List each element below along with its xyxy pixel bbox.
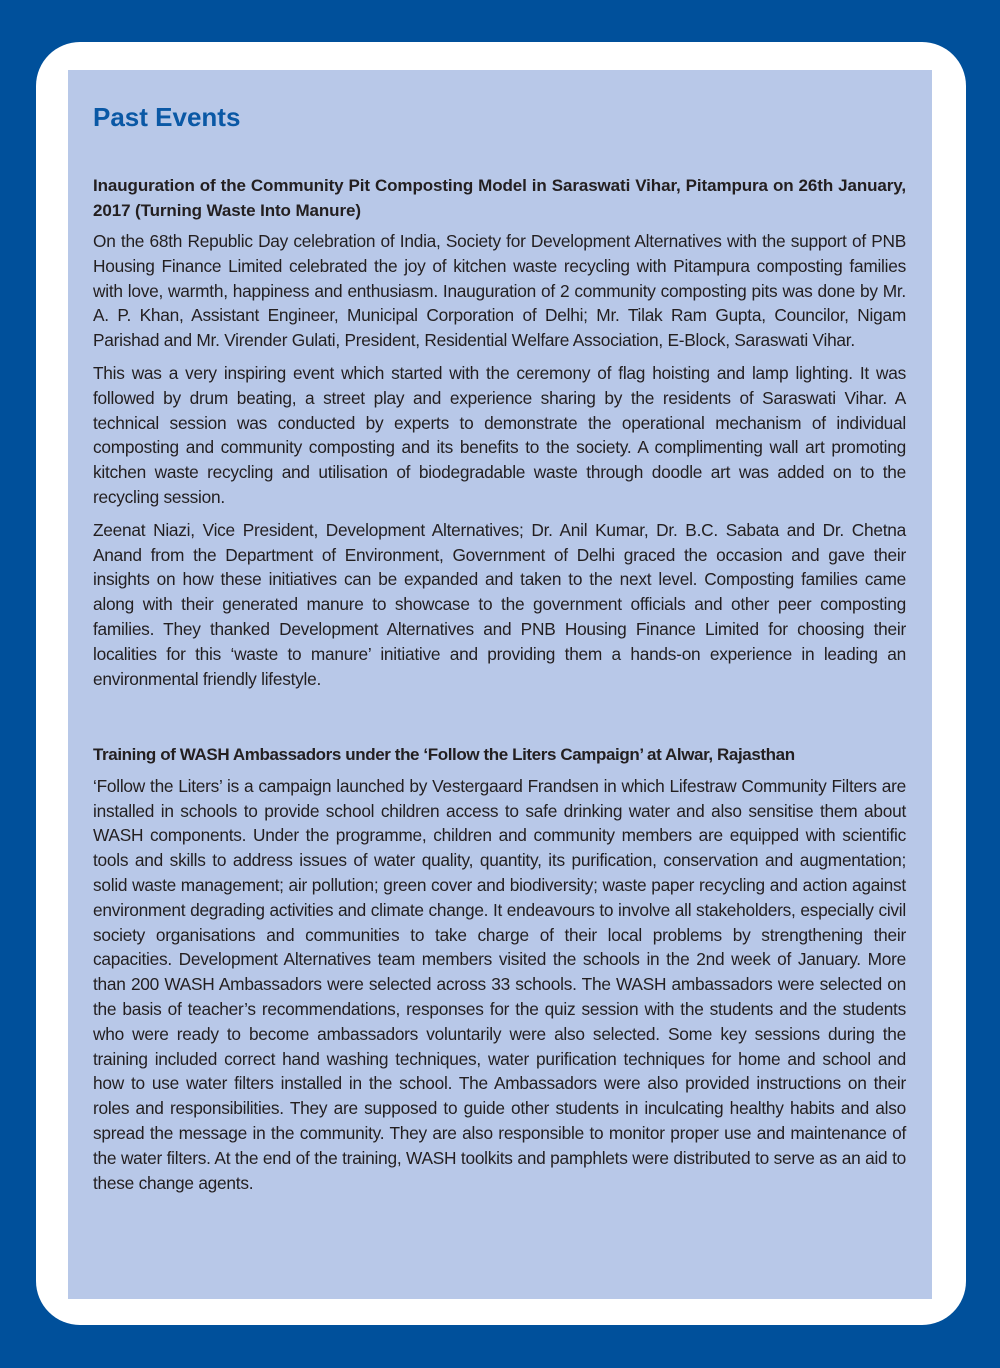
event-1: [93, 174, 906, 691]
event-1-paragraph-3: Zeenat Niazi, Vice President, Development Alternatives; Dr. Anil Kumar, Dr. B.C. Sabata and Dr. Chetna Anand from the Department of Environment, Government of Delhi graced the occasion and gave their insights on how these initiatives can be expanded and taken to the next level. Composting families came along with their generated manure to showcase to the government officials and other peer composting families. They thanked Development Alternatives and PNB Housing Finance Limited for choosing their localities for this ‘waste to manure’ initiative and providing them a hands-on experience in leading an environmental friendly lifestyle.: [93, 519, 906, 689]
event-2: [93, 743, 906, 1195]
article: [93, 100, 906, 1203]
event-2-heading: Training of WASH Ambassadors under the ‘Follow the Liters Campaign’ at Alwar, Rajasthan: [93, 745, 795, 765]
event-1-heading: Inauguration of the Community Pit Composting Model in Saraswati Vihar, Pitampura on 26th January, 2017 (Turning Waste Into Manure): [93, 176, 906, 220]
event-2-paragraph-1: ‘Follow the Liters’ is a campaign launched by Vestergaard Frandsen in which Lifestraw Community Filters are installed in schools to provide school children access to safe drinking water and also sensitise them about WASH components. Under the programme, children and community members are equipped with scientific tools and skills to address issues of water quality, quantity, its purification, conservation and augmentation; solid waste management; air pollution; green cover and biodiversity; waste paper recycling and action against environment degrading activities and climate change. It endeavours to involve all stakeholders, especially civil society organisations and communities to take charge of their local problems by strengthening their capacities. Development Alternatives team members visited the schools in the 2nd week of January. More than 200 WASH Ambassadors were selected across 33 schools. The WASH ambassadors were selected on the basis of teacher’s recommendations, responses for the quiz session with the students and the students who were ready to become ambassadors voluntarily were also selected. Some key sessions during the training included correct hand washing techniques, water purification techniques for home and school and how to use water filters installed in the school. The Ambassadors were also provided instructions on their roles and responsibilities. They are supposed to guide other students in inculcating healthy habits and also spread the message in the community. They are also responsible to monitor proper use and maintenance of the water filters. At the end of the training, WASH toolkits and pamphlets were distributed to serve as an aid to these change agents.: [93, 775, 906, 1193]
event-1-paragraph-1: On the 68th Republic Day celebration of India, Society for Development Alternatives with the support of PNB Housing Finance Limited celebrated the joy of kitchen waste recycling with Pitampura composting families with love, warmth, happiness and enthusiasm. Inauguration of 2 community composting pits was done by Mr. A. P. Khan, Assistant Engineer, Municipal Corporation of Delhi; Mr. Tilak Ram Gupta, Councilor, Nigam Parishad and Mr. Virender Gulati, President, Residential Welfare Association, E-Block, Saraswati Vihar.: [93, 231, 906, 351]
event-1-paragraph-2: This was a very inspiring event which started with the ceremony of flag hoisting and lamp lighting. It was followed by drum beating, a street play and experience sharing by the residents of Saraswati Vihar. A technical session was conducted by experts to demonstrate the operational mechanism of individual composting and community composting and its benefits to the society. A complimenting wall art promoting kitchen waste recycling and utilisation of biodegradable waste through doodle art was added on to the recycling session.: [93, 362, 906, 507]
section-gap: [93, 699, 906, 743]
section-title: Past Events: [93, 102, 241, 132]
